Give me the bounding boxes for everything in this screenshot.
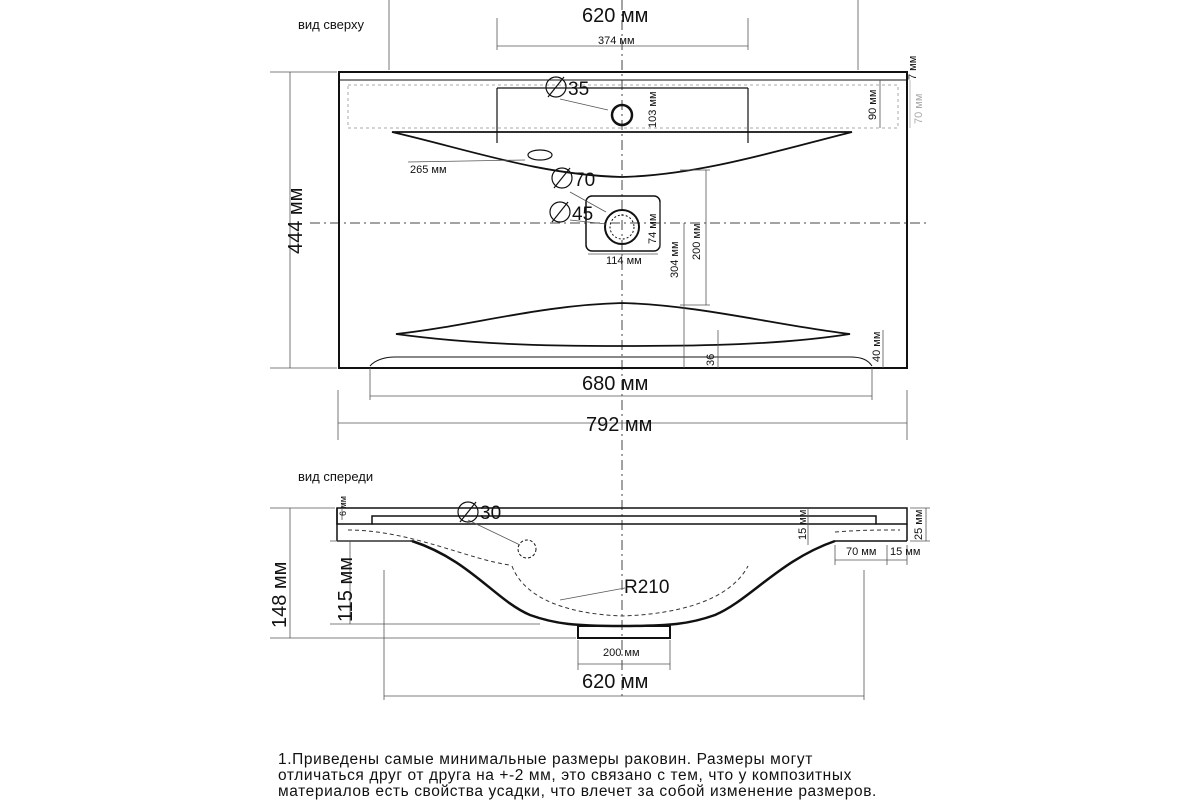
sink-outline <box>339 72 907 368</box>
bowl-front-edge <box>396 303 850 346</box>
front-view-label: вид спереди <box>298 469 374 484</box>
radius-r210: R210 <box>624 577 670 598</box>
hole-70: 70 <box>574 170 596 191</box>
overflow-slot <box>528 150 552 160</box>
depth-90: 90 мм <box>867 89 879 120</box>
footnote <box>278 752 1178 800</box>
footnote-line-2: отличаться друг от друга на +-2 мм, это связано с тем, что у композитных <box>278 767 852 784</box>
footnote-line-1: 1.Приведены самые минимальные размеры раковин. Размеры могут <box>278 751 813 768</box>
height-25: 25 мм <box>913 509 925 540</box>
back-shelf-dashed <box>348 85 898 128</box>
width-620-top: 620 мм <box>582 5 649 27</box>
height-115: 115 мм <box>335 557 357 622</box>
overflow-hole-front <box>518 540 536 558</box>
width-680: 680 мм <box>582 373 649 395</box>
hole-35: 35 <box>568 79 590 100</box>
depth-74: 74 мм <box>647 213 659 244</box>
thick-6: 6 мм <box>338 496 348 516</box>
depth-444: 444 мм <box>285 187 307 254</box>
rim-15-inner: 15 мм <box>797 509 809 540</box>
width-70: 70 мм <box>846 546 877 558</box>
top-view <box>270 0 930 700</box>
depth-40: 40 мм <box>871 331 883 362</box>
offset-265: 265 мм <box>410 164 447 176</box>
depth-70: 70 мм <box>913 93 925 124</box>
top-view-label: вид сверху <box>298 17 364 32</box>
width-15: 15 мм <box>890 546 921 558</box>
depth-7: 7 мм <box>907 55 919 80</box>
drain-200: 200 мм <box>603 647 640 659</box>
width-792: 792 мм <box>586 414 653 436</box>
width-374: 374 мм <box>598 35 635 47</box>
drain-body <box>578 626 670 638</box>
front-lip <box>370 357 872 366</box>
depth-200: 200 мм <box>691 223 703 260</box>
height-148: 148 мм <box>269 561 291 628</box>
depth-103: 103 мм <box>647 91 659 128</box>
width-114: 114 мм <box>606 255 642 267</box>
width-620-front: 620 мм <box>582 671 649 693</box>
footnote-line-3: материалов есть свойства усадки, что влечет за собой изменение размеров. <box>278 783 877 800</box>
depth-36: 36 <box>705 353 717 366</box>
depth-304: 304 мм <box>669 241 681 278</box>
hole-30: 30 <box>480 503 502 524</box>
hole-45: 45 <box>572 204 594 225</box>
